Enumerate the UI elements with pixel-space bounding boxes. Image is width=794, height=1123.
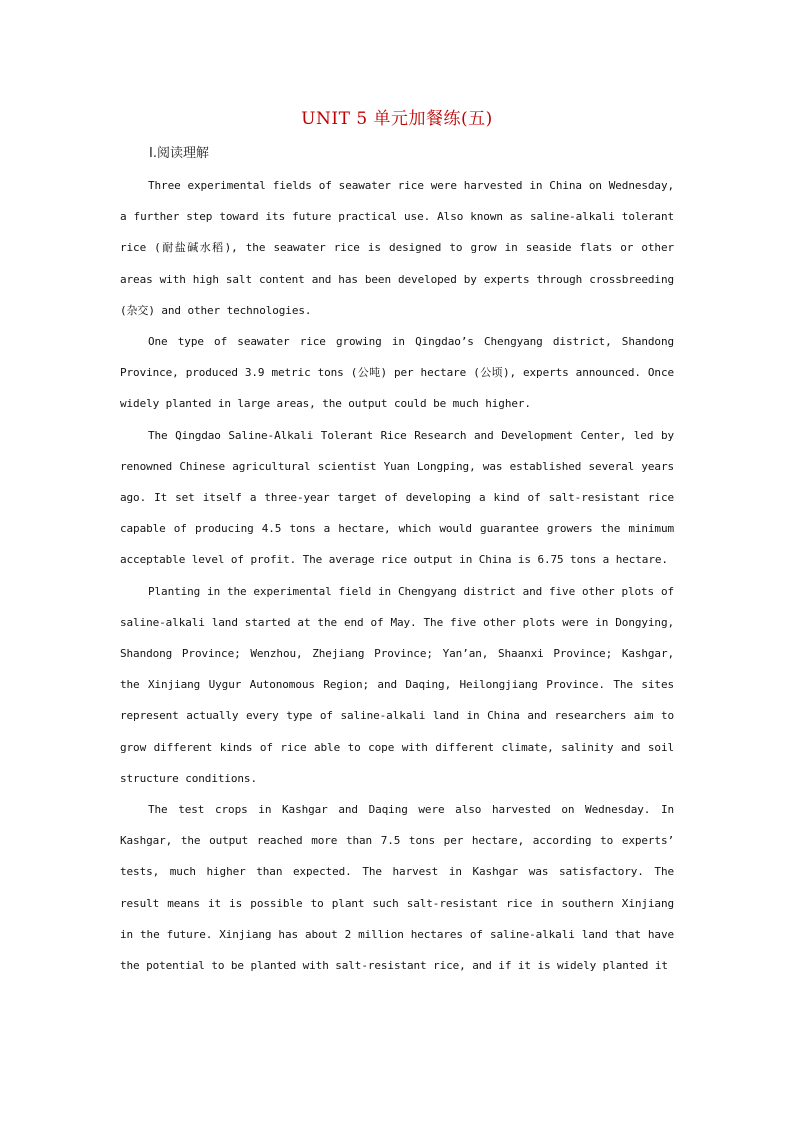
document-title: UNIT 5 单元加餐练(五) — [301, 109, 493, 129]
paragraph: Planting in the experimental field in Chengyang district and five other plots of saline-alkali land started at the end of May. The five other plots were in Dongying, Shandong Province; Wenzhou, Zhejiang Province; Yan’an, Shaanxi Province; Kashgar, the Xinjiang Uygur Autonomous Region; and Daqing, Heilongjiang Province. The sites represent actually every type of saline-alkali land in China and researchers aim to grow different kinds of rice able to cope with different climate, salinity and soil structure conditions. — [120, 584, 674, 785]
paragraph: One type of seawater rice growing in Qingdao’s Chengyang district, Shandong Province, produced 3.9 metric tons (公吨) per hectare (公顷), experts announced. Once widely planted in large areas, the output could be much higher. — [120, 335, 674, 411]
paragraph: The test crops in Kashgar and Daqing were also harvested on Wednesday. In Kashgar, the output reached more than 7.5 tons per hectare, according to experts’ tests, much higher than expected. The harvest in Kashgar was satisfactory. The result means it is possible to plant such salt-resistant rice in southern Xinjiang in the future. Xinjiang has about 2 million hectares of saline-alkali land that have the potential to be planted with salt-resistant rice, and if it is widely planted it — [120, 803, 674, 973]
section-heading: Ⅰ.阅读理解 — [149, 146, 209, 161]
paragraph: The Qingdao Saline-Alkali Tolerant Rice Research and Development Center, led by renowned Chinese agricultural scientist Yuan Longping, was established several years ago. It set itself a three-year target of developing a kind of salt-resistant rice capable of producing 4.5 tons a hectare, which would guarantee growers the minimum acceptable level of profit. The average rice output in China is 6.75 tons a hectare. — [120, 428, 674, 567]
reading-passage — [120, 170, 674, 981]
paragraph: Three experimental fields of seawater rice were harvested in China on Wednesday, a further step toward its future practical use. Also known as saline-alkali tolerant rice (耐盐碱水稻), the seawater rice is designed to grow in seaside flats or other areas with high salt content and has been developed by experts through crossbreeding (杂交) and other technologies. — [120, 179, 674, 317]
